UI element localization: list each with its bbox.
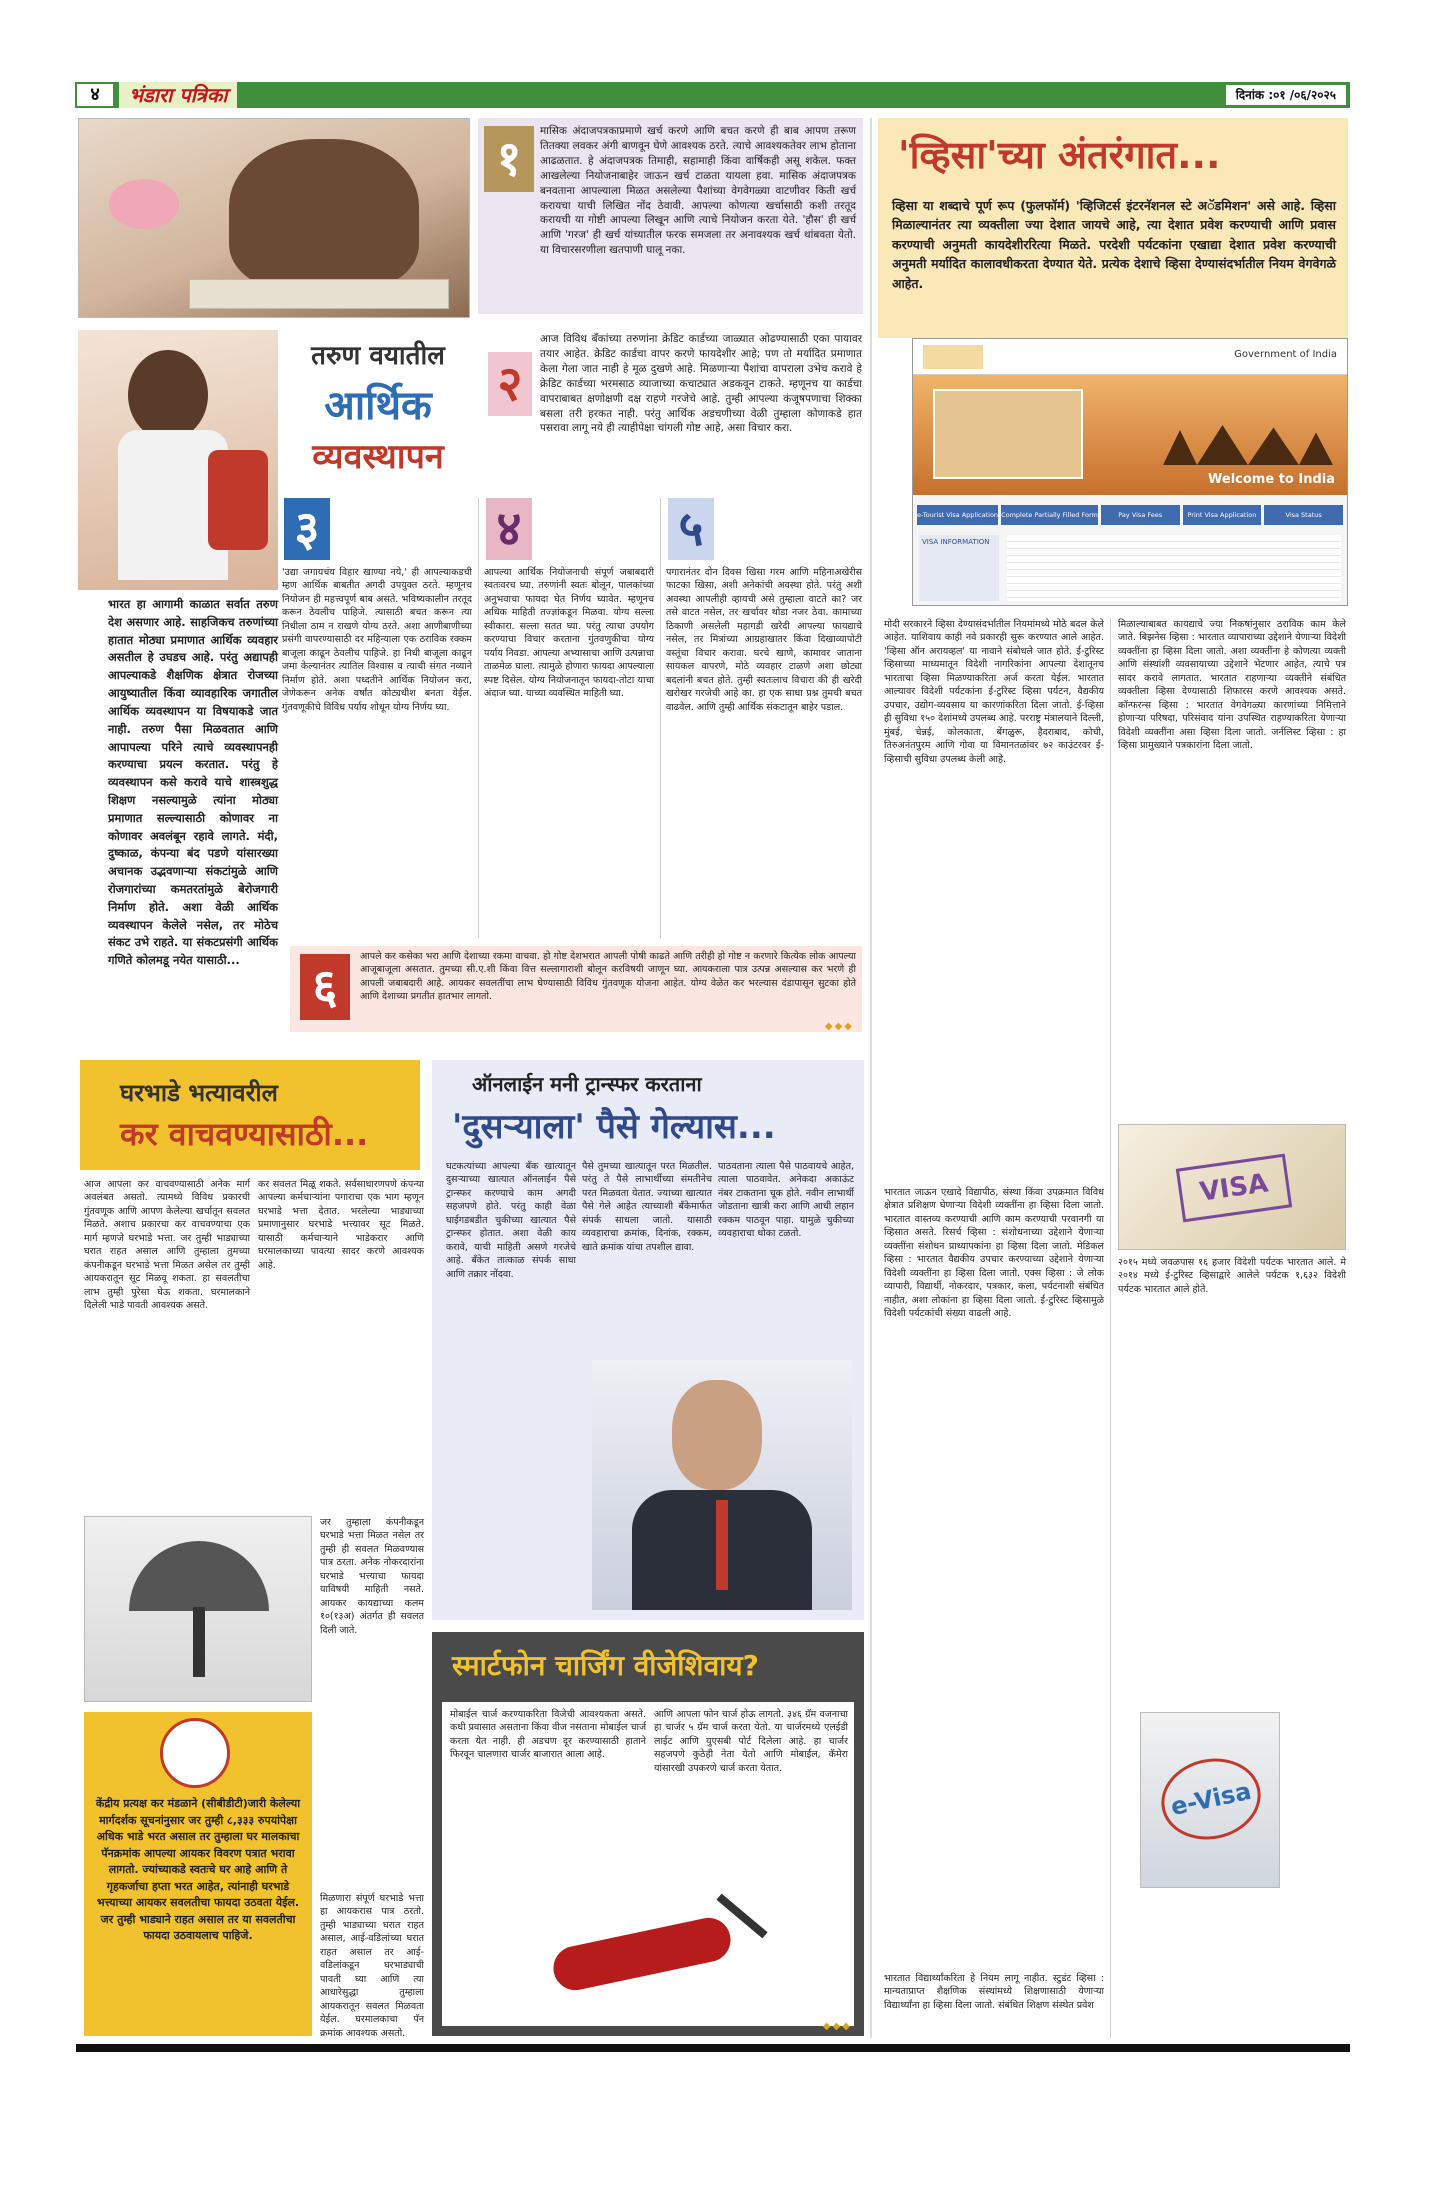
visa-stamp-label: VISA: [1176, 1154, 1292, 1223]
transfer-kicker: ऑनलाईन मनी ट्रान्स्फर करताना: [472, 1072, 702, 1096]
camel-silhouettes: [1163, 415, 1333, 465]
transfer-title: 'दुसऱ्याला' पैसे गेल्यास...: [452, 1107, 776, 1147]
nav-print[interactable]: Print Visa Application: [1183, 505, 1262, 525]
nav-complete-form[interactable]: Complete Partially Filled Form: [1001, 505, 1098, 525]
page-column-divider: [870, 118, 872, 2038]
finance-intro-text: भारत हा आगामी काळात सर्वात तरुण देश असणार आहे. साहजिकच तरुणांच्या हातात मोठ्या प्रमाणात आर्थिक व्यवहार असतील हे उघडच आहे. परंतु अद्यापही आपल्याकडे शैक्षणिक क्षेत्रात रोजच्या आयुष्यातील किंवा व्यावहारिक जगातील आर्थिक व्यवस्थापन या विषयाकडे जात नाही. तरुण पैसा मिळवतात आणि आपापल्या परिने त्याचे व्यवस्थापनही करण्याचा प्रयत्न करतात. परंतु हे व्यवस्थापन कसे करावे याचे शास्त्रशुद्ध शिक्षण नसल्यामुळे त्यांना मोठ्या प्रमाणात सल्ल्यासाठी कोणावर ना कोणावर अवलंबून रहावे लागते. मंदी, दुष्काळ, कंपन्या बंद पडणे यांसारख्या अचानक उद्भवणाऱ्या संकटांमुळे आणि रोजगारांच्या कमतरतांमुळे बेरोजगारी निर्माण होते. अशा वेळी आर्थिक व्यवस्थापन केलेले नसेल, तर मोठेच संकट उभे राहते. या संकटप्रसंगी आर्थिक गणिते कोलमडू नयेत यासाठी...: [108, 597, 278, 968]
page-footer-rule: [76, 2044, 1350, 2052]
man-tie: [716, 1500, 728, 1590]
rent-column-4: मिळणारा संपूर्ण घरभाडे भत्ता हा आयकरास पात्र ठरतो. तुम्ही भाड्याच्या घरात राहत असाल, आई-वडिलांच्या घरात राहत असाल तर आई-वडिलांकडून घरभाड्याची पावती घ्या आणि त्या आधारेसुद्धा तुम्हाला आयकरातून सवलत मिळवता येईल. घरमालकाचा पॅन क्रमांक आवश्यक असतो.: [320, 1893, 424, 2039]
tourist-visa-logo: [923, 345, 983, 369]
section-3-number: ३: [284, 498, 330, 560]
decorative-dots: ◆◆◆: [824, 1021, 854, 1032]
welcome-text: Welcome to India: [1208, 472, 1335, 487]
website-banner: [913, 375, 1347, 495]
issue-date: दिनांक :०१ /०६/२०२५: [1226, 85, 1346, 105]
finance-title-line1: तरुण वयातील: [311, 341, 445, 371]
girl-with-money-photo: [78, 330, 278, 590]
visa-column-2: मिळाल्याबाबत कायद्याचे ज्या निकषांनुसार ठराविक काम केले जाते. बिझनेस व्हिसा : भारतात व्यापाराच्या उद्देशाने येणाऱ्या विदेशी व्यक्तींना हा व्हिसा दिला जातो. अशा व्यक्तींना हे कोणत्या व्यक्ती आणि संस्थांशी व्यवसायाच्या उद्देशाने भेटणार आहेत, त्याचे पत्र सादर करावे लागतात. भारतात राहणाऱ्या व्यक्तीने संबंधित व्यक्तीला व्हिसा देण्यासाठी शिफारस करणे आवश्यक असते. कॉन्फरन्स व्हिसा : भारतात वेगवेगळ्या कारणांच्या निमित्ताने होणाऱ्या परिषदा, परिसंवाद यांना उपस्थित राहण्याकरिता येणाऱ्या विदेशी व्यक्तींना असा व्हिसा दिला जातो. जर्नलिस्ट व्हिसा : हा व्हिसा प्रामुख्याने पत्रकारांना दिला जातो.: [1118, 619, 1346, 752]
section-4-number: ४: [486, 498, 532, 560]
column-divider: [660, 498, 661, 938]
section-2-number: २: [488, 352, 532, 416]
government-label: Government of India: [1234, 349, 1337, 360]
section-5-text: पगारानंतर दोन दिवस खिसा गरम आणि महिनाअखेरीस फाटका खिसा, अशी अनेकांची अवस्था होते. परंतु अशी अवस्था आपलीही व्हायची असे तुम्हाला वाटते का? जर तसे वाटत नसेल, तर खर्चावर थोडा नजर ठेवा. कामाच्या ठिकाणी असलेली महागडी खरेदी आपल्या फायद्याचे नसेल, तर मित्रांच्या आग्रहाखातर किंवा दिखाव्यापोटी वस्तूंचा विचार करावा. घरचे खाणे, कामावर जाताना सायकल वापरणे, मोठे व्यवहार टाळणे अशा छोट्या बदलांनी बचत होते. तुम्ही स्वतःलाच विचारा की ही खरेदी खरोखर गरजेची आहे का. हा एक साधा प्रश्न तुमची बचत वाढवेल. आणि तुम्ही आर्थिक संकटातून बाहेर पडाल.: [666, 567, 862, 713]
section-3-text: 'उद्या जगायचंय विहार खाण्या नये,' ही आपल्याकडची म्हण आर्थिक बाबतीत अगदी उपयुक्त ठरते. म्हणूनच नियोजन ही महत्त्वपूर्ण बाब असते. भविष्यकालीन तरतूद करून ठेवलीच पाहिजे. त्यासाठी बचत करून त्या निधीला ठाम न राखणे योग्य ठरते. अशा आणीबाणीच्या प्रसंगी वापरण्यासाठी दर महिन्याला एक ठराविक रक्कम बाजूला काढून ठेवलीच पाहिजे. हा निधी बाजूला काढून जमा केल्यानंतर त्यातिल विश्वास व त्याची संगत नव्याने निर्माण होते. अशा पध्दतीने आर्थिक नियोजन करा, जेणेकरून अनेक वर्षांत कोट्यधीश बनता येईल. गुंतवणूकीचे विविध पर्याय शोधून योग्य निर्णय घ्या.: [282, 567, 472, 713]
nav-apply[interactable]: e-Tourist Visa Application: [917, 505, 998, 525]
percent-icon: [160, 1718, 230, 1788]
piggy-bank-icon: [109, 179, 179, 229]
evisa-website-screenshot: [912, 338, 1348, 606]
website-nav: [913, 505, 1347, 525]
section-5-number: ५: [668, 498, 714, 560]
decorative-dots: ◆◆◆: [822, 2021, 852, 2032]
phone-column-1: मोबाईल चार्ज करण्याकरिता विजेची आवश्यकता असते. कधी प्रवासात असताना किंवा वीज नसताना मोबाईल चार्ज करता येत नाही. ही अडचण दूर करण्यासाठी हाताने फिरवून चालणारा चार्जर बाजारात आला आहे.: [450, 1709, 646, 1761]
section-4-text: आपल्या आर्थिक नियोजनाची संपूर्ण जबाबदारी स्वतःवरच घ्या. तरुणांनी स्वतः बोलून, पालकांच्या अनुभवाचा फायदा घेत निर्णय घ्यावेत. म्हणूनच अधिक माहिती तज्ज्ञांकडून मिळवा. योग्य सल्ला स्वीकारा. सल्ला सतत घ्या. परंतु त्याचा उपयोग करण्याचा विचार करताना गुंतवणुकीचा योग्य पर्याय निवडा. आपल्या अभ्यासाचा आणि उत्पन्नाचा ताळमेळ घाला. त्यामुळे होणारा फायदा आपल्याला स्पष्ट दिसेल. योग्य नियोजनातून फायदा-तोटा याचा अंदाज घ्या. याच्या व्यवस्थित माहिती घ्या.: [484, 567, 654, 700]
finance-title-line2: आर्थिक: [324, 383, 432, 429]
section-1-number: १: [484, 126, 534, 192]
website-header: [913, 339, 1347, 375]
section-1-text: मासिक अंदाजपत्रकाप्रमाणे खर्च करणे आणि बचत करणे ही बाब आपण तरूण तितक्या लवकर अंगी बाणवून घेणे आवश्यक ठरते. त्याचे आवश्यकतेवर लाभ होताना आढळतात. हे अंदाजपत्रक तिमाही, सहामाही किंवा वार्षिकही असू शकेल. फक्त आखलेल्या नियोजनाबाहेर जाऊन खर्च टाळता यायला हवा. मासिक अंदाजपत्रक बनवताना आपल्याला मिळत असलेल्या पैशांच्या वेगवेगळ्या वाटणीवर किती खर्च करायचा याची लिखित नोंद ठेवावी. आपल्या कोणत्या खर्चासाठी कशी तरतूद करायची या गोष्टी आपल्या लिखून आणि त्याचे नियोजन करता येते. 'हौस' ही खर्च आणि 'गरज' ही खर्च यांच्यातील फरक समजला तर अनावश्यक खर्च थांबवता येतो. या विचारसरणीला खतपाणी घालू नका.: [540, 125, 856, 257]
finance-section-6: [290, 946, 862, 1032]
rent-column-2: कर सवलत मिळू शकते. सर्वसाधारणपणे कंपन्या आपल्या कर्मचाऱ्यांना पगाराचा एक भाग म्हणून घरभाडे भत्ता देतात. भरलेल्या भाड्याच्या प्रमाणानुसार घरभाडे भत्त्यावर सूट मिळते. यासाठी कर्मचाऱ्याने भाडेकरार आणि घरमालकाच्या पावत्या सादर करणे आवश्यक आहे.: [258, 1179, 424, 1271]
rent-header-box: [80, 1060, 420, 1170]
column-divider: [478, 498, 479, 938]
umbrella-icon: [129, 1541, 269, 1611]
books-stack: [189, 279, 449, 309]
visa-student-text: भारतात विद्यार्थ्यांकरिता हे नियम लागू नाहीत. स्टुडंट व्हिसा : मान्यताप्राप्त शैक्षणिक संस्थांमध्ये शिक्षणासाठी येणाऱ्या विद्यार्थ्यांना हा व्हिसा दिला जातो. संबंधित शिक्षण संस्थेत प्रवेश: [884, 1973, 1104, 2011]
tax-umbrella-illustration: [84, 1516, 312, 1702]
finance-section-2: [484, 332, 862, 482]
masthead-bar: [75, 82, 1350, 108]
girl-figure: [229, 139, 419, 289]
phone-title: स्मार्टफोन चार्जिंग वीजेशिवाय?: [452, 1649, 759, 1682]
section-2-text: आज विविध बँकांच्या तरुणांना क्रेडिट कार्डच्या जाळ्यात ओढण्यासाठी एका पायावर तयार आहेत. क्रेडिट कार्डचा वापर करणे फायदेशीर आहे; पण तो मर्यादित प्रमाणात केला गेला जात नाही हे मूळ दुखणे आहे. मिळणाऱ्या पैशांचा वापराला उभेच करावे हे क्रेडिट कार्डच्या भरमसाठ व्याजाच्या कचाट्यात अडकवून टाकते. म्हणूनच या कार्डचा वापराबाबत क्षणोक्षणी दक्ष राहणे गरजेचे आहे. तुम्ही आपल्या कंजूषपणाचा शिक्का बसला तरी हरकत नाही. परंतु आर्थिक अडचणीच्या वेळी तुम्हाला कोणाकडे हात पसरावा लागू नये ही त्याहीपेक्षा चांगली गोष्ट आहे, असा विचार करा.: [540, 333, 862, 435]
monument-photo-collage: [933, 389, 1083, 479]
transfer-box: [432, 1060, 864, 1620]
finance-title-line3: व्यवस्थापन: [312, 437, 444, 477]
finance-section-1: [478, 118, 863, 314]
finance-section-3: [282, 498, 472, 938]
worried-man-photo: [592, 1360, 852, 1610]
backpack: [208, 450, 268, 550]
visa-intro: व्हिसा या शब्दाचे पूर्ण रूप (फुलफॉर्म) 'व्हिजिटर्स इंटरनॅशनल स्टे अॅडमिशन' असे आहे. व्हिसा मिळाल्यानंतर त्या व्यक्तीला ज्या देशात जायचे आहे, त्या देशात प्रवेश करण्याची आणि प्रवास करण्याची अनुमती कायदेशीररित्या मिळते. परदेशी पर्यटकांना एखाद्या देशात प्रवेश करण्याची अनुमती मर्यादित कालावधीकरता देण्यात येते. प्रत्येक देशाचे व्हिसा देण्यासंदर्भातील नियम वेगवेगळे आहेत.: [892, 198, 1336, 291]
newspaper-name: भंडारा पत्रिका: [119, 82, 237, 108]
visa-column-4: २०१५ मध्ये जवळपास १६ हजार विदेशी पर्यटक भारतात आले. मे २०१४ मध्ये ई-टुरिस्ट व्हिसाद्वारे आलेले पर्यटक १,६३२ विदेशी पर्यटक भारतात आले होते.: [1118, 1257, 1346, 1295]
rent-sidebar-box: [84, 1712, 312, 2036]
rent-title-line1: घरभाडे भत्यावरील: [120, 1079, 278, 1107]
person-figure: [193, 1607, 205, 1677]
rent-column-3: जर तुम्हाला कंपनीकडून घरभाडे भत्ता मिळत नसेल तर तुम्ही ही सवलत मिळवण्यास पात्र ठरता. अनेक नोकरदारांना घरभाडे भत्त्याचा फायदा याविषयी माहिती नसते. आयकर कायद्याच्या कलम १०(१३अ) अंतर्गत ही सवलत दिली जाते.: [320, 1517, 424, 1636]
charger-body: [549, 1914, 734, 1994]
phone-column-2: आणि आपला फोन चार्ज होऊ लागतो. ३४६ ग्रॅम वजनाचा हा चार्जर ५ ग्रॅम चार्ज करता येतो. या चार्जरमध्ये एलईडी लाईट आणि युएसबी पोर्ट दिलेला आहे. हा चार्जर सहजपणे कुठेही नेता येतो आणि मोबाईल, कॅमेरा यांसारखी उपकरणे चार्ज करता येतात.: [654, 1709, 848, 1774]
rent-sidebar-text: केंद्रीय प्रत्यक्ष कर मंडळाने (सीबीडीटी)जारी केलेल्या मार्गदर्शक सूचनांनुसार जर तुम्ही ८,३३३ रुपयांपेक्षा अधिक भाडे भरत असाल तर तुम्हाला घर मालकाचा पॅनक्रमांक आपल्या आयकर विवरण पत्रात भरावा लागतो. ज्यांच्याकडे स्वतःचे घर आहे आणि ते गृहकर्जाचा हप्ता भरत आहेत, त्यांनाही घरभाडे भत्त्याच्या आयकर सवलतीचा फायदा उठवता येईल. जर तुम्ही भाड्याने राहत असाल तर या सवलतीचा फायदा उठवायलाच पाहिजे.: [95, 1797, 301, 1942]
girl-head: [128, 350, 208, 440]
website-content-lines: [1007, 535, 1341, 601]
transfer-column-3: पाठवताना त्याला पैसे पाठवायचे आहेत, त्याला पाठवावेत. अनेकदा अकाऊंट नंबर टाकताना चूक होते. नवीन लाभार्थी जोडताना खात्री करा आणि आधी लहान रक्कम पाठवून पाहा. यामुळे चुकीच्या व्यवहाराचा धोका टळतो.: [718, 1161, 854, 1240]
finance-section-4: [484, 498, 654, 938]
finance-section-5: [666, 498, 862, 938]
man-head: [672, 1380, 762, 1490]
section-6-number: ६: [300, 954, 350, 1020]
rent-title-line2: कर वाचवण्यासाठी...: [120, 1115, 369, 1153]
visa-title: 'व्हिसा'च्या अंतरंगात...: [898, 133, 1221, 177]
nav-pay-fees[interactable]: Pay Visa Fees: [1101, 505, 1180, 525]
column-divider: [1110, 618, 1111, 2038]
website-sidebar: VISA INFORMATION: [919, 535, 999, 601]
transfer-column-2: पैसे तुमच्या खात्यातून परत मिळतील. परंतु ते पैसे लाभार्थीच्या संमतीनेच परत मिळवता येतात. ज्याच्या खात्यात पैसे गेले आहेत त्याच्याशी बँकेमार्फत संपर्क साधला जातो. यासाठी व्यवहाराचा क्रमांक, दिनांक, रक्कम, खाते क्रमांक यांचा तपशील द्यावा.: [582, 1161, 712, 1253]
visa-column-3: भारतात जाऊन एखादे विद्यापीठ, संस्था किंवा उपक्रमात विविध क्षेत्रात प्रशिक्षण घेणाऱ्या विदेशी व्यक्तींना हा व्हिसा दिला जातो. भारतात वास्तव्य करण्याची आणि काम करण्याची परवानगी या व्हिसात असते. रिसर्च व्हिसा : संशोधनाच्या उद्देशाने येणाऱ्या व्यक्तींना संशोधन प्राध्यापकांना हा व्हिसा दिला जातो. मेडिकल व्हिसा : भारतात वैद्यकीय उपचार करण्याच्या उद्देशाने येणाऱ्या विदेशी व्यक्तींना हा व्हिसा दिला जातो. एक्स व्हिसा : जे लोक व्यापारी, विद्यार्थी, नोकरदार, पत्रकार, कला, पर्यटनाशी संबंधित नाहीत, अशा लोकांना हा व्हिसा दिला जातो. ई-टुरिस्ट व्हिसामुळे विदेशी पर्यटकांची संख्या वाढली आहे.: [884, 1187, 1104, 1320]
visa-stamp-photo: [1118, 1124, 1346, 1250]
transfer-column-1: घटकत्यांच्या आपल्या बँक खात्यातून दुसऱ्याच्या खात्यात ऑनलाईन पैसे ट्रान्स्फर करण्याचे काम अगदी सहजपणे होते. परंतु काही वेळा घाईगडबडीत चुकीच्या खात्यात पैसे ट्रान्स्फर होतात. अशा वेळी काय करावे, याची माहिती असणे गरजेचे आहे. बँकेत तात्काळ संपर्क साधा आणि तक्रार नोंदवा.: [446, 1161, 576, 1280]
evisa-phone-photo: [1140, 1712, 1280, 1888]
visa-column-1: मोदी सरकारने व्हिसा देण्यासंदर्भातील नियमांमध्ये मोठे बदल केले आहेत. याशिवाय काही नवे प्रकारही सुरू करण्यात आले आहेत. 'व्हिसा ऑन अरायव्हल' या नावाने संबोधले जात होते. ई-टुरिस्ट व्हिसाच्या माध्यमातून विदेशी नागरिकांना आपल्या देशातूनच भारताचा व्हिसा मिळण्याकरिता अर्ज करता येईल. भारतात आल्यावर विदेशी पर्यटकांना ई-टुरिस्ट व्हिसा पर्यटन, वैद्यकीय उपचार, उद्योग-व्यवसाय या कारणांकरिता दिला जातो. ई-व्हिसा ही सुविधा १५० देशांमध्ये उपलब्ध आहे. परराष्ट्र मंत्रालयाने दिल्ली, मुंबई, चेन्नई, कोलकाता, बेंगळुरू, हैदराबाद, कोची, तिरुअनंतपुरम आणि गोवा या विमानतळांवर ७२ काउंटरवर ई-व्हिसाची सुविधा उपलब्ध केली आहे.: [884, 619, 1104, 765]
phone-content-box: [442, 1702, 854, 2026]
evisa-label: e-Visa: [1154, 1749, 1268, 1848]
visa-header-box: [878, 118, 1348, 338]
girl-with-piggybank-photo: [78, 118, 470, 318]
page-number: ४: [75, 82, 115, 108]
hand-crank-charger-photo: [532, 1902, 792, 2012]
phone-charging-box: [432, 1632, 864, 2036]
section-6-text: आपले कर कसेका भरा आणि देशाच्या रकमा वाचवा. हो गोष्ट देशभरात आपली पोषी काढते आणि तरीही हो गोष्ट न करणारे कित्येक लोक आपल्या आजूबाजूला असतात. तुमच्या सी.ए.शी किंवा वित्त सल्लागाराशी बोलून करविषयी जाणून घ्या. आयकराला पात्र उत्पन्न असल्यास कर भरणे ही आपली जबाबदारी आहे. आयकर सवलतींचा लाभ घेण्यासाठी विविध गुंतवणूक योजना आहेत. योग्य वेळेत कर भरल्यास दंडापासून सुटका होते आणि देशाच्या प्रगतीत हातभार लागतो.: [360, 951, 856, 1003]
nav-status[interactable]: Visa Status: [1264, 505, 1343, 525]
rent-column-1: आज आपला कर वाचवण्यासाठी अनेक मार्ग अवलंबत असतो. त्यामध्ये विविध प्रकारची गुंतवणूक आणि आपण केलेल्या खर्चातून सवलत मिळते. अशाच प्रकारचा कर वाचवण्याचा एक मार्ग म्हणजे घरभाडे भत्ता. जर तुम्ही भाड्याच्या घरात राहत असाल आणि तुम्हाला तुमच्या कंपनीकडून घरभाडे भत्ता मिळत असेल तर तुम्ही आयकरातून सूट मिळवू शकता. हा सवलतीचा लाभ तुम्ही पुरेसा घेऊ शकता. घरमालकाने दिलेली भाडे पावती आवश्यक असते.: [84, 1179, 250, 1312]
